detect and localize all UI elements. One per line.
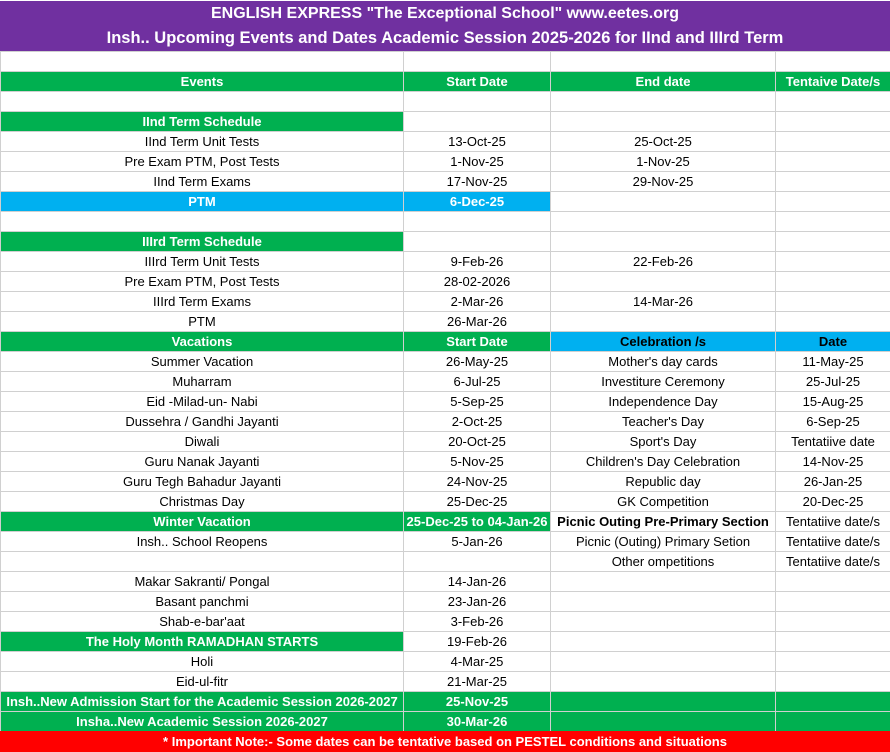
event-cell: The Holy Month RAMADHAN STARTS [1, 632, 404, 652]
event-cell: Shab-e-bar'aat [1, 612, 404, 632]
table-row [1, 572, 890, 592]
start-cell: 9-Feb-26 [404, 252, 551, 272]
start-cell: 2-Oct-25 [404, 412, 551, 432]
celebration-date-cell: Tentatiive date/s [776, 532, 890, 552]
start-cell: 25-Dec-25 to 04-Jan-26 [404, 512, 551, 532]
table-row [1, 352, 890, 372]
event-cell: Makar Sakranti/ Pongal [1, 572, 404, 592]
start-cell: 13-Oct-25 [404, 132, 551, 152]
celebration-cell: Mother's day cards [551, 352, 776, 372]
event-cell: Eid -Milad-un- Nabi [1, 392, 404, 412]
celebration-cell: Other ompetitions [551, 552, 776, 572]
event-cell: Christmas Day [1, 492, 404, 512]
start-cell: 19-Feb-26 [404, 632, 551, 652]
start-cell: 17-Nov-25 [404, 172, 551, 192]
start-cell: 2-Mar-26 [404, 292, 551, 312]
vacations-heading-row [1, 332, 890, 352]
table-row [1, 252, 890, 272]
event-cell: IInd Term Unit Tests [1, 132, 404, 152]
event-cell: Pre Exam PTM, Post Tests [1, 152, 404, 172]
end-cell [551, 312, 776, 332]
blank-row [1, 212, 890, 232]
start-cell: 5-Sep-25 [404, 392, 551, 412]
vacations-heading: Vacations [1, 332, 404, 352]
celebration-date-cell: 15-Aug-25 [776, 392, 890, 412]
term3-heading-row [1, 232, 890, 252]
table-row [1, 672, 890, 692]
celebration-cell: Independence Day [551, 392, 776, 412]
event-cell: Summer Vacation [1, 352, 404, 372]
table-row [1, 392, 890, 412]
event-cell: IInd Term Exams [1, 172, 404, 192]
start-cell: 21-Mar-25 [404, 672, 551, 692]
col-events: Events [1, 72, 404, 92]
table-row [1, 612, 890, 632]
admission-row [1, 692, 890, 712]
table-row [1, 292, 890, 312]
start-cell: 5-Nov-25 [404, 452, 551, 472]
table-row [1, 592, 890, 612]
event-cell: Guru Tegh Bahadur Jayanti [1, 472, 404, 492]
table-row [1, 492, 890, 512]
vacations-start-heading: Start Date [404, 332, 551, 352]
ramadhan-row [1, 632, 890, 652]
end-cell: 14-Mar-26 [551, 292, 776, 312]
event-cell: Holi [1, 652, 404, 672]
celebration-date-cell: 6-Sep-25 [776, 412, 890, 432]
table-row [1, 312, 890, 332]
start-cell: 6-Jul-25 [404, 372, 551, 392]
celebration-date-cell: 14-Nov-25 [776, 452, 890, 472]
start-cell: 3-Feb-26 [404, 612, 551, 632]
table-row [1, 472, 890, 492]
table-row [1, 532, 890, 552]
events-table [0, 51, 890, 732]
start-cell: 14-Jan-26 [404, 572, 551, 592]
start-cell: 1-Nov-25 [404, 152, 551, 172]
celebration-cell: Republic day [551, 472, 776, 492]
start-cell: 25-Nov-25 [404, 692, 551, 712]
celebration-date-cell: 11-May-25 [776, 352, 890, 372]
start-cell: 23-Jan-26 [404, 592, 551, 612]
celebration-date-cell: Tentatiive date [776, 432, 890, 452]
event-cell: Insh.. School Reopens [1, 532, 404, 552]
table-row [1, 552, 890, 572]
start-cell: 28-02-2026 [404, 272, 551, 292]
celebration-date-cell: 26-Jan-25 [776, 472, 890, 492]
session-row [1, 712, 890, 732]
start-cell: 26-Mar-26 [404, 312, 551, 332]
table-row [1, 652, 890, 672]
table-row [1, 372, 890, 392]
event-cell: Diwali [1, 432, 404, 452]
event-cell: PTM [1, 312, 404, 332]
col-end-date: End date [551, 72, 776, 92]
end-cell [551, 272, 776, 292]
start-cell: 26-May-25 [404, 352, 551, 372]
start-cell: 5-Jan-26 [404, 532, 551, 552]
blank-row [1, 52, 890, 72]
winter-vacation-row [1, 512, 890, 532]
event-cell: Guru Nanak Jayanti [1, 452, 404, 472]
start-cell: 24-Nov-25 [404, 472, 551, 492]
table-row [1, 272, 890, 292]
column-header-row [1, 72, 890, 92]
term3-heading: IIIrd Term Schedule [1, 232, 404, 252]
event-cell: PTM [1, 192, 404, 212]
term2-heading-row [1, 112, 890, 132]
school-title: ENGLISH EXPRESS "The Exceptional School" www.eetes.org [0, 1, 890, 26]
table-row [1, 172, 890, 192]
table-row [1, 412, 890, 432]
important-note: * Important Note:- Some dates can be tentative based on PESTEL conditions and situations [0, 731, 890, 752]
start-cell: 25-Dec-25 [404, 492, 551, 512]
celebration-heading: Celebration /s [551, 332, 776, 352]
start-cell: 4-Mar-25 [404, 652, 551, 672]
table-row [1, 432, 890, 452]
event-cell: Winter Vacation [1, 512, 404, 532]
celebration-date-cell: 20-Dec-25 [776, 492, 890, 512]
schedule-subtitle: Insh.. Upcoming Events and Dates Academic Session 2025-2026 for IInd and IIIrd Term [0, 26, 890, 51]
event-cell: Dussehra / Gandhi Jayanti [1, 412, 404, 432]
celebration-date-cell: Tentatiive date/s [776, 552, 890, 572]
end-cell: 25-Oct-25 [551, 132, 776, 152]
term2-heading: IInd Term Schedule [1, 112, 404, 132]
celebration-date-cell: Tentatiive date/s [776, 512, 890, 532]
event-cell: IIIrd Term Exams [1, 292, 404, 312]
start-cell: 20-Oct-25 [404, 432, 551, 452]
event-cell: Basant panchmi [1, 592, 404, 612]
term2-ptm-row [1, 192, 890, 212]
event-cell: Insha..New Academic Session 2026-2027 [1, 712, 404, 732]
celebration-cell: Picnic Outing Pre-Primary Section [551, 512, 776, 532]
start-cell: 6-Dec-25 [404, 192, 551, 212]
celebration-cell: GK Competition [551, 492, 776, 512]
celebration-cell: Teacher's Day [551, 412, 776, 432]
end-cell: 1-Nov-25 [551, 152, 776, 172]
celebration-date-cell: 25-Jul-25 [776, 372, 890, 392]
event-cell: Muharram [1, 372, 404, 392]
start-cell: 30-Mar-26 [404, 712, 551, 732]
end-cell: 29-Nov-25 [551, 172, 776, 192]
celebration-cell: Investiture Ceremony [551, 372, 776, 392]
table-row [1, 132, 890, 152]
celebration-date-heading: Date [776, 332, 890, 352]
end-cell: 22-Feb-26 [551, 252, 776, 272]
col-start-date: Start Date [404, 72, 551, 92]
event-cell: Insh..New Admission Start for the Academic Session 2026-2027 [1, 692, 404, 712]
celebration-cell: Picnic (Outing) Primary Setion [551, 532, 776, 552]
event-cell: Eid-ul-fitr [1, 672, 404, 692]
celebration-cell: Children's Day Celebration [551, 452, 776, 472]
table-row [1, 152, 890, 172]
event-cell: Pre Exam PTM, Post Tests [1, 272, 404, 292]
event-cell: IIIrd Term Unit Tests [1, 252, 404, 272]
col-tentative: Tentaive Date/s [776, 72, 890, 92]
blank-row [1, 92, 890, 112]
table-row [1, 452, 890, 472]
celebration-cell: Sport's Day [551, 432, 776, 452]
